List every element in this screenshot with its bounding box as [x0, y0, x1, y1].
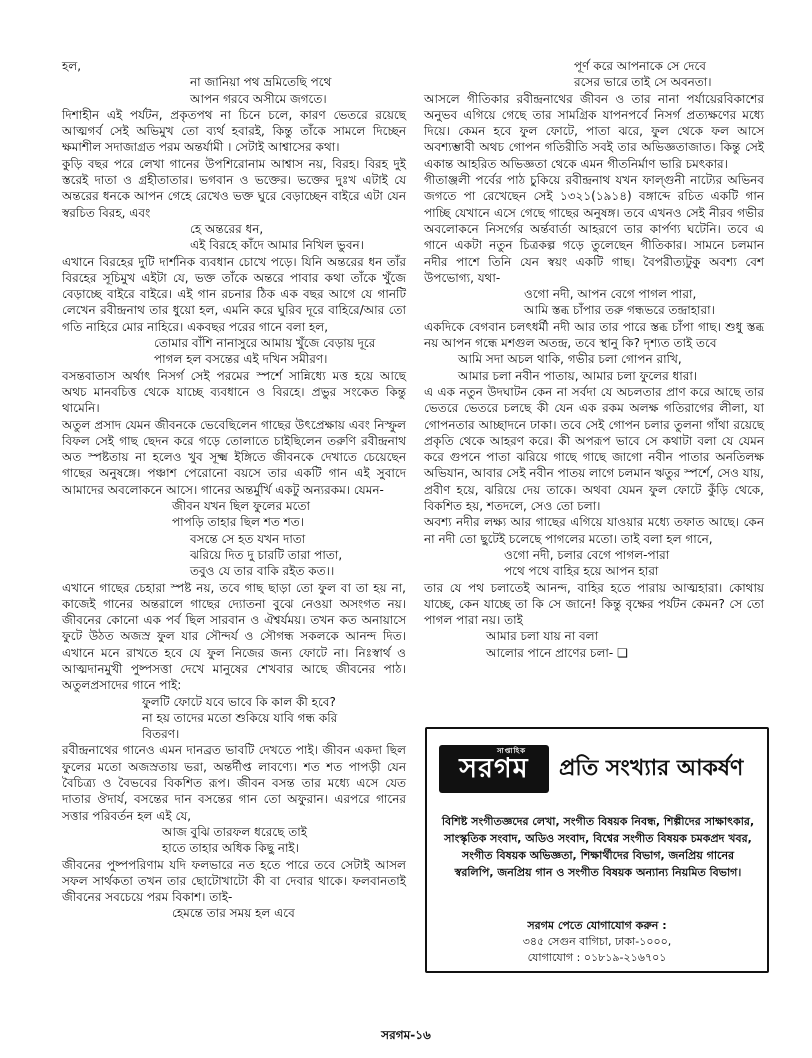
song-verse: রসের ভারে তাই সে অবনতা। — [574, 75, 712, 90]
song-verse: পাপড়ি তাহার ছিল শত শত। — [172, 515, 305, 530]
song-verse: আমি স্তব্ধ চাঁপার তরু গন্ধভরে তন্দ্রাহারা। — [524, 303, 715, 318]
song-verse: বিতরণ। — [142, 727, 180, 742]
song-verse: আমার চলা যায় না বলা — [486, 629, 599, 644]
song-verse: ঝরিয়ে দিত দু চারটি তারা পাতা, — [190, 547, 343, 562]
song-verse: না হয় তাদের মতো শুকিয়ে যাবি গন্ধ করি — [142, 710, 338, 725]
paragraph: কুড়ি বছর পরে লেখা গানের উপশিরোনাম আশ্বাস নয়, বিরহ। বিরহ দুই স্তরেই দাতা ও গ্রহীতাতার। ভগবান ও ভক্তের। ভক্তের দুঃখ এটাই যে অন্তরের ধনকে আপন গেহে রেখেও ভক্ত ঘুরে বেড়াচ্ছেন বাইরে এটা যেন স্বরচিত বিরহ, এবং — [62, 156, 406, 220]
song-verse: হেমন্তে তার সময় হল এবে — [172, 906, 295, 921]
promo-header — [427, 741, 767, 797]
song-verse: আমি সদা অচল থাকি, গভীর চলা গোপন রাখি, — [458, 352, 682, 367]
song-verse: হে অন্তরের ধন, — [190, 221, 264, 236]
promo-title: প্রতি সংখ্যার আকর্ষণ — [559, 756, 744, 781]
song-verse: তোমার বাঁশি নানাসুরে আমায় খুঁজে বেড়ায় দূরে — [154, 336, 376, 351]
paragraph: দিশাহীন এই পর্যটন, প্রকৃতপথ না চিনে চলে, কারণ ভেতরে রয়েছে আত্মগর্ব সেই অভিমুখ তো ব্যর্থ হবারই, কিন্তু তাঁকে সামলে দিচ্ছেন ক্ষমাশীল সদাজাগ্রত পরম অন্তর্যামী । সেটাই আশ্বাসের কথা। — [62, 107, 406, 155]
song-verse: পাগল হল বসন্তের এই দখিন সমীরণ। — [154, 352, 328, 367]
song-verse: তবুও যে তার বাকি রইত কত।। — [190, 564, 335, 579]
paragraph: এ এক নতুন উদঘাটন কেন না সর্বদা যে অচলতার প্রাণ করে আছে তার ভেতরে ভেতরে চলছে কী যেন এক রকম অলক্ষ গতিরাগের লীলা, যা গোপনতার আচ্ছাদনে ঢাকা। তবে সেই গোপন চলার তুলনা গাঁথা রয়েছে প্রকৃতি থেকে আহরণ করে। কী অপরূপ ভাবে সে কথাটা বলা যে যেমন করে গুপনে পাতা ঝরিয়ে গাছে গাছে জাগো নবীন পাতার অনতিলক্ষ অভিযান, আবার সেই নবীন পাতয় লাগে চলমান ঋতুর স্পর্শে, সেও যায়, প্রবীণ হয়ে, ঝরিয়ে দেয় তাকে। অথবা যেমন ফুল ফোটে কুঁড়ি থেকে, বিকশিত হয়, শতদলে, সেও তো চলা। — [424, 384, 764, 514]
song-verse: না জানিয়া পথ ভ্রমিতেছি পথে — [190, 75, 332, 90]
song-verse: বসন্তে সে হত যখন দাতা — [190, 531, 306, 546]
address-line: ৩৪৫ সেগুন বাগিচা, ঢাকা-১০০০, — [522, 935, 672, 948]
song-verse: ওগো নদী, চলার বেগে পাগল-পারা — [504, 547, 670, 562]
song-verse: পূর্ণ করে আপনাকে সে দেবে — [574, 59, 706, 73]
sargam-logo — [439, 745, 549, 793]
song-verse: জীবন যখন ছিল ফুলের মতো — [172, 499, 310, 514]
song-verse-text: আলোর পানে প্রাণের চলা- — [486, 645, 614, 660]
logo-tagline: সাপ্তাহিক — [497, 746, 527, 755]
paragraph: জীবনের পুষ্পপরিণাম যদি ফলভারে নত হতে পারে তবে সেটাই আসল সফল সার্থকতা তখন তার ছোটোখাটো কী বা দেবার থাকে। ফলবানতাই জীবনের সবচেয়ে পরম বিকাশ। তাই- — [62, 857, 406, 905]
phone-line: যোগাযোগ : ০১৮১৯-২১৬৭০১ — [527, 951, 667, 964]
subscription-promo-box — [425, 727, 769, 973]
paragraph: অতুল প্রসাদ যেমন জীবনকে ভেবেছিলেন গাছের উৎপ্রেক্ষায় এবং নিস্ফুল বিফল সেই গাছ ছেদন করে গড়ে তোলাতে চাইছিলেন তরুণি রবীন্দ্রনাথ অত স্পষ্টতায় না হলেও খুব সূক্ষ্ম ইঙ্গিতে জীবনকে দেখাতে চেয়েছেন গাছের অনুষঙ্গে। পঞ্চাশ পেরোনো বয়সে তার একটি গান এই সুবাদে আমাদের অবলোকনে আসে। গানের অন্তর্মুর্খি একটু অন্যরকম। যেমন- — [62, 417, 406, 497]
song-verse: আপন গরবে অসীমে জগতে। — [190, 91, 327, 106]
song-verse: আজ বুঝি তারফল ধরেছে তাই — [162, 824, 307, 839]
paragraph: আসলে গীতিকার রবীন্দ্রনাথের জীবন ও তার নানা পর্যায়েরবিকাশের অনুভব এগিয়ে গেছে তার সামগ্রিক যাপনপর্বে নিসর্গ প্রত্যক্ষণের মধ্যে দিয়ে। কেমন হবে ফুল ফোটে, পাতা ঝরে, ফুল থেকে ফল আসে অবশ্যম্ভাবী অথচ গোপন গতিরীতি সবই তার অভিজ্ঞতাজাত। কিন্তু সেই একান্ত আহরিত অভিজ্ঞতা থেকে এমন গীতনির্মাণ ভারি চমৎকার। — [424, 91, 764, 171]
song-verse: ফুলটি ফোটে যবে ভাবে কি কাল কী হবে? — [142, 694, 336, 709]
song-verse — [424, 645, 764, 661]
paragraph: রবীন্দ্রনাথের গানেও এমন দানব্রত ভাবটি দেখতে পাই। জীবন একদা ছিল ফুলের মতো অজস্রতায় ভরা, অন্তর্দীপ্ত লাবণ্যে। শত শত পাপড়ী যেন বৈচিত্র্য ও বৈভবের বিকশিত রূপ। জীবন বসন্ত তার মধ্যে এসে যেত দাতার ঔদার্য, বসন্তের দান বসন্তের গান তো অফুরান। এরপরে গানের সত্তার পরিবর্তন হল এই যে, — [62, 743, 406, 823]
paragraph: একদিকে বেগবান চলৎধর্মী নদী আর তার পারে স্তব্ধ চাঁপা গাছ। শুধু স্তব্ধ নয় আপন গন্ধে মশগুল অতন্দ্র, তবে স্থানু কি? দৃশ্যত তাই তবে — [424, 319, 764, 351]
song-verse: আমার চলা নবীন পাতায়, আমার চলা ফুলের ধারা। — [458, 368, 698, 383]
page-number: সরগম-১৬ — [381, 1028, 431, 1042]
logo-text: সরগম — [459, 753, 529, 784]
right-article-column — [424, 58, 764, 661]
end-mark-icon: ❏ — [617, 645, 628, 660]
text-line: হল, — [62, 59, 82, 73]
paragraph: এখানে বিরহের দুটি দার্শনিক ব্যবধান চোখে পড়ে। যিনি অন্তরের ধন তাঁর বিরহের সূচিমুখ এইটা যে, ভক্ত তাঁকে অন্তরে পাবার কথা তাঁকে খুঁজে বেড়াচ্ছে বাইরে বাইরে। এই গান রচনার ঠিক এক বছর আগে যে গানটি লেখেন রবীন্দ্রনাথ তার ধুয়ো হল, এমনি করে ঘুরিব দূরে বাহিরে/আর তো গতি নাহিরে মোর নাহিরে। একবছর পরের গানে বলা হল, — [62, 254, 406, 334]
paragraph: অবশ্য নদীর লক্ষ্য আর গাছের এগিয়ে যাওয়ার মধ্যে তফাত আছে। কেন না নদী তো ছুটেই চলেছে পাগলের মতো। তাই বলা হল গানে, — [424, 515, 764, 546]
paragraph: বসন্তবাতাস অর্থাৎ নিসর্গ সেই পরমের স্পর্শে সান্নিধ্যে মত্ত হয়ে আছে অথচ মানবচিত্ত থেকে যাচ্ছে ব্যবধানে ও বিরহে। প্রভুর সংকেত কিন্তু থামেনি। — [62, 368, 406, 416]
paragraph: গীতাঞ্জলী পর্বের পাঠ চুকিয়ে রবীন্দ্রনাথ যখন ফাল্গুনী নাট্যের অভিনব জগতে পা রেখেছেন সেই ১৩২১(১৯১৪) বঙ্গাব্দে রচিত একটি গান পাচ্ছি যেখানে এসে গেছে গাছের অনুষঙ্গ। তবে এখনও সেই নীরব গভীর অবলোকনে নিসর্গের অর্ন্তবার্তা আহরণে তার কার্পণ্য ঘটেনি। তবে এ গানে একটা নতুন চিত্রকল্প গড়ে তুলেছেন গীতিকার। সামনে চলমান নদীর পাশে তিনি যেন স্বয়ং একটি গাছ। বৈপরীত্যটুকু অবশ্য বেশ উপভোগ্য, যথা- — [424, 173, 764, 285]
song-verse: হাতে তাহার অধিক কিছু নাই। — [162, 841, 299, 856]
contact-address — [427, 934, 767, 966]
contact-label: সরগম পেতে যোগাযোগ করুন : — [527, 919, 667, 932]
paragraph: এখানে গাছের চেহারা স্পষ্ট নয়, তবে গাছ ছাড়া তো ফুল বা তা হয় না, কাজেই গানের অন্তরালে গাছের দ্যোতনা বুঝে নেওয়া অসংগত নয়। জীবনের কোনো এক পর্ব ছিল সারবান ও ঐশ্বর্যময়। তখন কত অনায়াসে ফুটে উঠত অজস্র ফুল যার সৌন্দর্য ও সৌগন্ধ সকলকে আনন্দ দিত। এখানে মনে রাখতে হবে যে ফুল নিজের জন্য ফোটে না। নিঃস্বার্থ ও আত্মদানমুখী পুষ্পসত্তা দেখে মানুষের শেখবার আছে জীবনের পাঠ। অতুলপ্রসাদের গানে পাই: — [62, 580, 406, 693]
song-verse: ওগো নদী, আপন বেগে পাগল পারা, — [524, 287, 697, 302]
paragraph: তার যে পথ চলাতেই আনন্দ, বাহির হতে পারায় আত্মহারা। কোথায় যাচ্ছে, কেন যাচ্ছে তা কি সে জানে! কিন্তু বৃক্ষের পর্যটন কেমন? সে তো পাগল পারা নয়। তাই — [424, 580, 764, 628]
song-verse: এই বিরহে কাঁদে আমার নিখিল ভুবন। — [190, 238, 364, 253]
promo-features: বিশিষ্ট সংগীতজ্ঞদের লেখা, সংগীত বিষয়ক নিবন্ধ, শিল্পীদের সাক্ষাৎকার, সাংস্কৃতিক সংবাদ, অডিও সংবাদ, বিশ্বের সংগীত বিষয়ক চমকপ্রদ খবর, সংগীত বিষয়ক অভিজ্ঞতা, শিক্ষার্থীদের বিভাগ, জনপ্রিয় গানের স্বরলিপি, জনপ্রিয় গান ও সংগীত বিষয়ক অন্যান্য নিয়মিত বিভাগ। — [441, 815, 755, 879]
song-verse: পথে পথে বাহির হয়ে আপন হারা — [504, 564, 659, 579]
left-article-column — [62, 58, 406, 922]
